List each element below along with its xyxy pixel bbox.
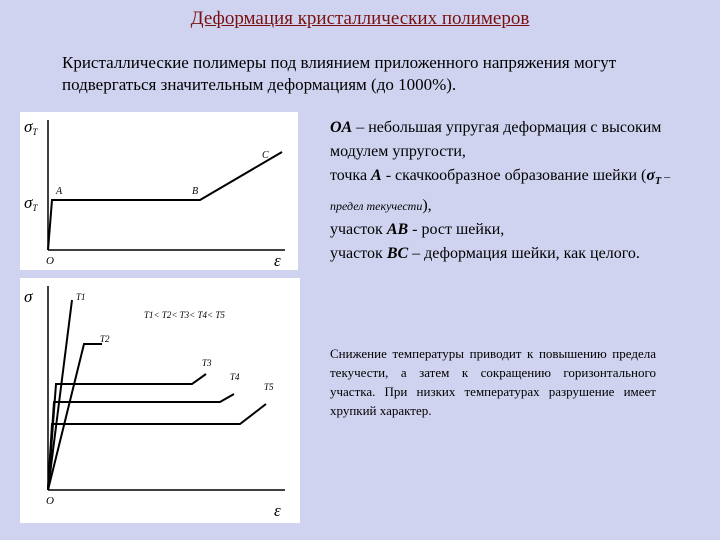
- y-axis-label: σ: [24, 287, 33, 306]
- curve-t1-label: T1: [76, 292, 86, 302]
- x-axis-label: ε: [274, 501, 281, 520]
- curve-t1: [48, 300, 72, 490]
- sigma-t-term: σ: [646, 167, 655, 184]
- temperature-order-label: T1< T2< T3< T4< T5: [144, 310, 225, 320]
- summary-text: Снижение температуры приводит к повышению предела текучести, а затем к сокращению горизонтального участка. При низких температурах разрушение имеет хрупкий характер.: [330, 346, 656, 418]
- curve-t4: [48, 394, 234, 490]
- stress-strain-diagram: [20, 112, 298, 270]
- intro-text: Кристаллические полимеры под влиянием приложенного напряжения могут подвергаться значительным деформациям (до 1000%).: [62, 53, 617, 94]
- point-c-label: C: [262, 150, 269, 161]
- slide-title: Деформация кристаллических полимеров: [190, 8, 530, 29]
- x-axis-label: ε: [274, 251, 281, 270]
- sigma-t-label: σT: [24, 193, 38, 213]
- term-bc: BC: [386, 245, 409, 263]
- curve-t5: [48, 404, 266, 490]
- description-text: OA – небольшая упругая деформация с высоким модулем упругости, точка A - скачкообразное образование шейки ($\sigma_T$ – предел текучести), участок AB - рост шейки, участок BC – деформация шейки, как целого.: [330, 119, 671, 263]
- curve-t3-label: T3: [202, 358, 212, 368]
- term-oa: OA: [330, 119, 353, 136]
- stress-strain-curve: [48, 152, 282, 250]
- curve-t2: [48, 344, 102, 490]
- y-axis-label: σT: [24, 117, 38, 137]
- origin-label: O: [46, 495, 54, 507]
- term-ab: AB: [386, 221, 409, 239]
- term-a: A: [371, 167, 382, 184]
- curve-t5-label: T5: [264, 382, 274, 392]
- point-b-label: B: [192, 186, 199, 197]
- origin-label: O: [46, 255, 54, 267]
- curve-t4-label: T4: [230, 372, 240, 382]
- point-a-label: A: [56, 186, 63, 197]
- temperature-curves-diagram: [20, 278, 300, 523]
- curve-t2-label: T2: [100, 334, 110, 344]
